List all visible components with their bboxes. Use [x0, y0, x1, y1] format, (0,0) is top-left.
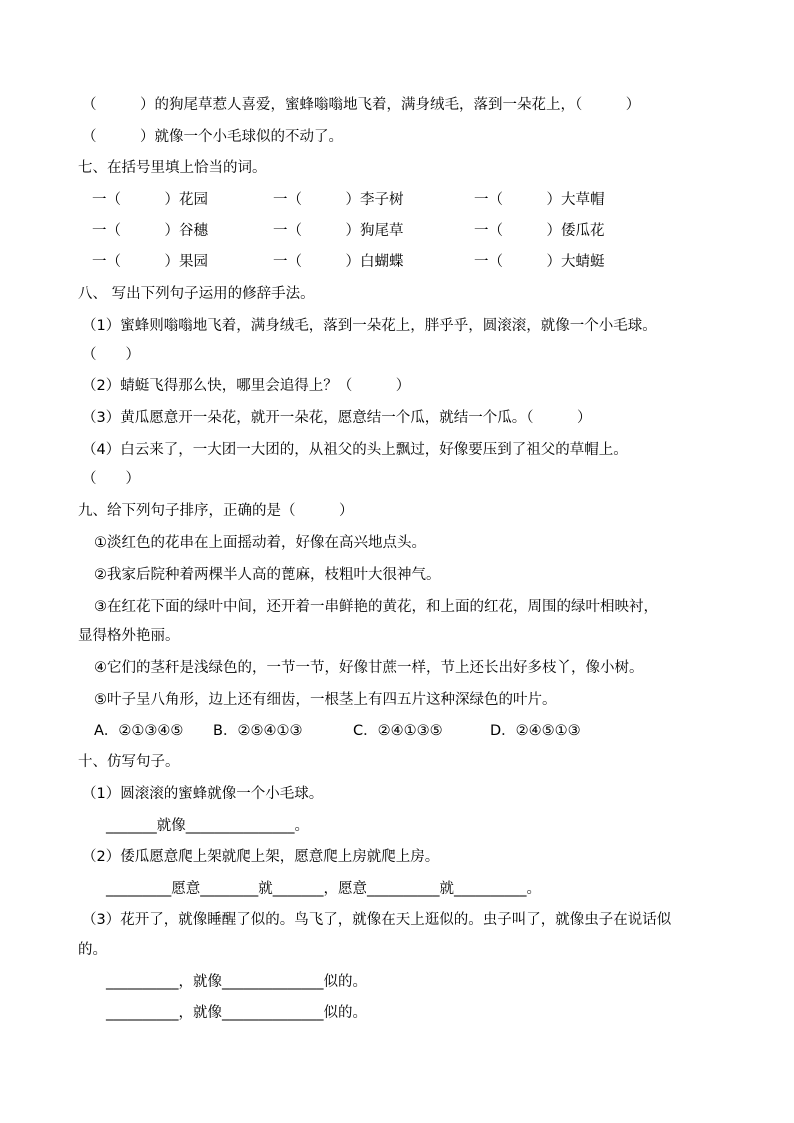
intro-line-2: （ ）就像一个小毛球似的不动了。 — [82, 129, 343, 145]
fill-word-item: 一（ ）大草帽 — [474, 192, 605, 208]
question-10-3-continued: 的。 — [78, 942, 107, 958]
fill-word-item: 一（ ）大蜻蜓 — [474, 254, 605, 270]
option-b: B．②⑤④①③ — [213, 723, 303, 739]
fill-word-item: 一（ ）白蝴蝶 — [273, 254, 404, 270]
fill-word-item: 一（ ）花园 — [92, 192, 208, 208]
question-8-3: （3）黄瓜愿意开一朵花，就开一朵花，愿意结一个瓜，就结一个瓜。（ ） — [82, 410, 592, 426]
section-7-heading: 七、在括号里填上恰当的词。 — [78, 160, 267, 176]
sentence-3: ③在红花下面的绿叶中间，还开着一串鲜艳的黄花，和上面的红花，周围的绿叶相映衬， — [94, 599, 658, 615]
question-8-4-blank: （ ） — [82, 471, 140, 487]
fill-word-item: 一（ ）谷穗 — [92, 223, 208, 239]
sentence-3-continued: 显得格外艳丽。 — [78, 628, 180, 644]
fill-line-10-1: _______就像_______________。 — [106, 818, 309, 834]
sentence-1: ①淡红色的花串在上面摇动着，好像在高兴地点头。 — [94, 535, 426, 551]
fill-line-10-3b: __________，就像______________似的。 — [106, 1005, 367, 1021]
fill-word-item: 一（ ）李子树 — [273, 192, 404, 208]
fill-word-item: 一（ ）倭瓜花 — [474, 223, 605, 239]
question-10-1: （1）圆滚滚的蜜蜂就像一个小毛球。 — [82, 786, 324, 802]
question-10-2: （2）倭瓜愿意爬上架就爬上架，愿意爬上房就爬上房。 — [82, 849, 440, 865]
sentence-2: ②我家后院种着两棵半人高的蓖麻，枝粗叶大很神气。 — [94, 567, 441, 583]
question-10-3: （3）花开了，就像睡醒了似的。鸟飞了，就像在天上逛似的。虫子叫了，就像虫子在说话似 — [82, 912, 672, 928]
section-10-heading: 十、仿写句子。 — [78, 754, 180, 770]
section-8-heading: 八、 写出下列句子运用的修辞手法。 — [78, 286, 315, 302]
sentence-5: ⑤叶子呈八角形，边上还有细齿，一根茎上有四五片这种深绿色的叶片。 — [94, 692, 557, 708]
question-8-4: （4）白云来了，一大团一大团的，从祖父的头上飘过，好像要压到了祖父的草帽上。 — [82, 442, 628, 458]
question-8-1: （1）蜜蜂则嗡嗡地飞着，满身绒毛，落到一朵花上，胖乎乎，圆滚滚，就像一个小毛球。 — [82, 318, 657, 334]
question-8-2: （2）蜻蜓飞得那么快，哪里会追得上？（ ） — [82, 378, 411, 394]
option-d: D．②④⑤①③ — [490, 723, 581, 739]
fill-word-item: 一（ ）果园 — [92, 254, 208, 270]
section-9-heading: 九、给下列句子排序，正确的是（ ） — [78, 503, 354, 519]
fill-line-10-2: _________愿意________就_______，愿意__________就__________。 — [106, 881, 541, 897]
sentence-4: ④它们的茎秆是浅绿色的，一节一节，好像甘蔗一样，节上还长出好多枝丫，像小树。 — [94, 660, 644, 676]
question-8-1-blank: （ ） — [82, 347, 140, 363]
fill-word-item: 一（ ）狗尾草 — [273, 223, 404, 239]
intro-line-1: （ ）的狗尾草惹人喜爱，蜜蜂嗡嗡地飞着，满身绒毛，落到一朵花上，（ ） — [82, 97, 641, 113]
fill-line-10-3a: __________，就像______________似的。 — [106, 974, 367, 990]
option-a: A．②①③④⑤ — [94, 723, 184, 739]
option-c: C．②④①③⑤ — [353, 723, 443, 739]
